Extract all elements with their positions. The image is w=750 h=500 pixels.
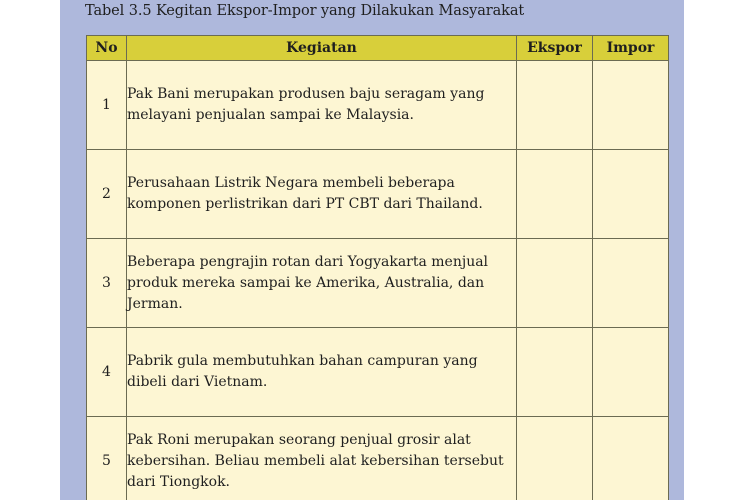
row-number: 1 bbox=[87, 61, 127, 150]
table-caption: Tabel 3.5 Kegitan Ekspor-Impor yang Dilakukan Masyarakat bbox=[85, 3, 525, 19]
table-header-row bbox=[87, 36, 669, 61]
table-row bbox=[87, 150, 669, 239]
impor-cell[interactable] bbox=[593, 417, 669, 500]
impor-cell[interactable] bbox=[593, 328, 669, 417]
ekspor-cell[interactable] bbox=[517, 417, 593, 500]
row-number: 2 bbox=[87, 150, 127, 239]
row-activity: Pabrik gula membutuhkan bahan campuran yang dibeli dari Vietnam. bbox=[127, 328, 517, 417]
row-number: 4 bbox=[87, 328, 127, 417]
table-row bbox=[87, 61, 669, 150]
ekspor-cell[interactable] bbox=[517, 61, 593, 150]
row-activity: Beberapa pengrajin rotan dari Yogyakarta menjual produk mereka sampai ke Amerika, Australia, dan Jerman. bbox=[127, 239, 517, 328]
row-activity: Pak Roni merupakan seorang penjual grosir alat kebersihan. Beliau membeli alat kebersihan tersebut dari Tiongkok. bbox=[127, 417, 517, 500]
header-kegiatan: Kegiatan bbox=[127, 36, 517, 61]
ekspor-cell[interactable] bbox=[517, 328, 593, 417]
row-number: 3 bbox=[87, 239, 127, 328]
impor-cell[interactable] bbox=[593, 239, 669, 328]
row-number: 5 bbox=[87, 417, 127, 500]
ekspor-cell[interactable] bbox=[517, 239, 593, 328]
table-row bbox=[87, 417, 669, 500]
row-activity: Pak Bani merupakan produsen baju seragam yang melayani penjualan sampai ke Malaysia. bbox=[127, 61, 517, 150]
header-no: No bbox=[87, 36, 127, 61]
impor-cell[interactable] bbox=[593, 150, 669, 239]
activity-table bbox=[86, 35, 669, 500]
table-row bbox=[87, 239, 669, 328]
header-impor: Impor bbox=[593, 36, 669, 61]
header-ekspor: Ekspor bbox=[517, 36, 593, 61]
ekspor-cell[interactable] bbox=[517, 150, 593, 239]
row-activity: Perusahaan Listrik Negara membeli beberapa komponen perlistrikan dari PT CBT dari Thailand. bbox=[127, 150, 517, 239]
table-row bbox=[87, 328, 669, 417]
impor-cell[interactable] bbox=[593, 61, 669, 150]
